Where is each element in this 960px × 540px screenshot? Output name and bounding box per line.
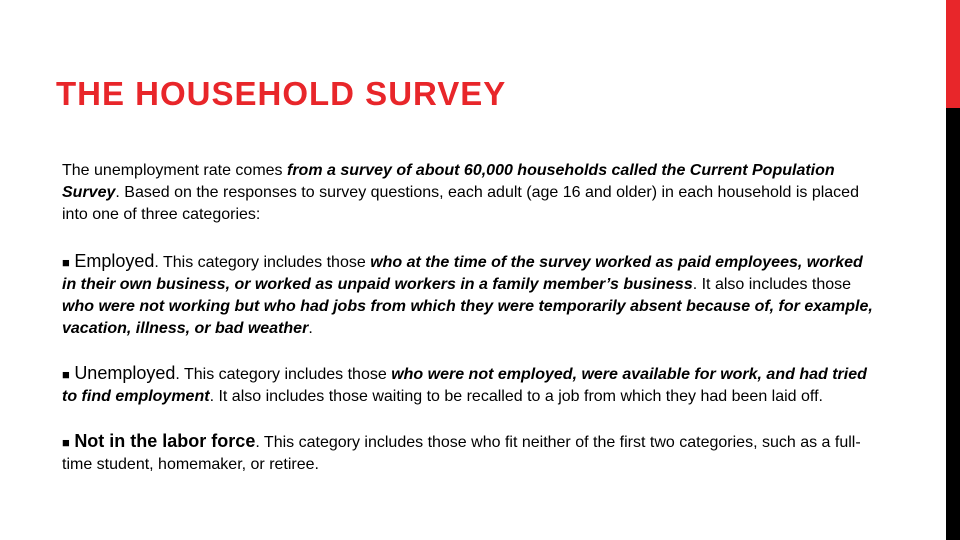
unemployed-text-1: . This category includes those — [175, 366, 392, 383]
term-not-in-labor-force: Not in the labor force — [74, 431, 256, 451]
slide-title: THE HOUSEHOLD SURVEY — [56, 75, 507, 112]
employed-text-1: . This category includes those — [154, 254, 371, 271]
square-bullet-icon: ■ — [62, 435, 70, 450]
intro-emphasis: from a survey of about 60,000 households called the Current Population Survey — [62, 162, 835, 201]
category-unemployed — [62, 362, 874, 408]
intro-paragraph — [62, 160, 874, 226]
accent-bar-red — [946, 0, 960, 108]
employed-emphasis-2: who were not working but who had jobs from which they were temporarily absent because of, for example, vacation, illness, or bad weather — [62, 298, 873, 337]
employed-emphasis-1: who at the time of the survey worked as paid employees, worked in their own business, or worked as unpaid workers in a family member’s business — [62, 254, 863, 293]
employed-text-3: . — [308, 320, 313, 337]
intro-text-1: The unemployment rate comes — [62, 162, 287, 179]
square-bullet-icon: ■ — [62, 367, 70, 382]
unemployed-text-2: . It also includes those waiting to be recalled to a job from which they had been laid off. — [209, 388, 823, 405]
term-unemployed: Unemployed — [74, 363, 176, 383]
square-bullet-icon: ■ — [62, 255, 70, 270]
slide-body — [62, 160, 874, 498]
employed-text-2: . It also includes those — [692, 276, 852, 293]
term-employed: Employed — [74, 251, 155, 271]
unemployed-emphasis: who were not employed, were available for work, and had tried to find employment — [62, 366, 867, 405]
accent-bar-black — [946, 108, 960, 540]
category-not-in-labor-force — [62, 430, 874, 476]
intro-text-2: . Based on the responses to survey questions, each adult (age 16 and older) in each household is placed into one of three categories: — [62, 184, 859, 223]
not-in-labor-force-text: . This category includes those who fit neither of the first two categories, such as a full-time student, homemaker, or retiree. — [62, 434, 861, 473]
category-employed — [62, 250, 874, 340]
